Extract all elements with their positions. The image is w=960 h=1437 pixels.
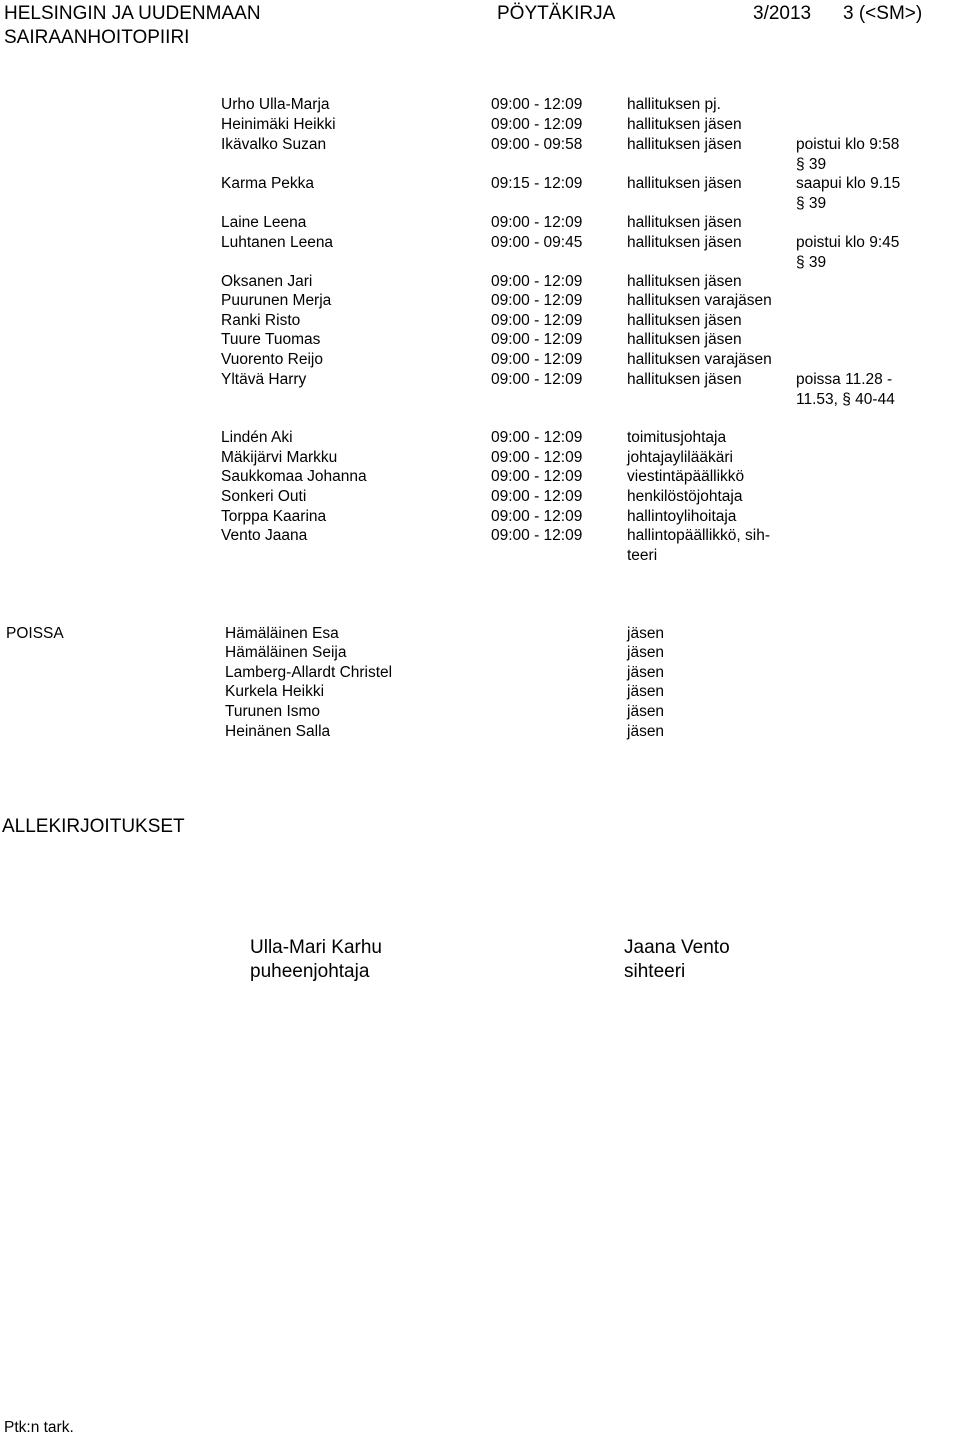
staff-role: hallintopäällikkö, sih- xyxy=(627,527,771,544)
attendee-time: 09:00 - 12:09 xyxy=(491,96,583,113)
staff-time: 09:00 - 12:09 xyxy=(491,508,583,525)
attendee-note: saapui klo 9.15 xyxy=(796,175,901,192)
staff-time: 09:00 - 12:09 xyxy=(491,468,583,485)
staff-time: 09:00 - 12:09 xyxy=(491,527,583,544)
attendee-name: Oksanen Jari xyxy=(221,273,313,290)
staff-row xyxy=(0,448,960,468)
absent-name: Heinänen Salla xyxy=(225,723,331,740)
absent-role: jäsen xyxy=(627,723,665,740)
org-line-1: HELSINGIN JA UUDENMAAN xyxy=(4,3,261,24)
staff-role-continued: teeri xyxy=(627,546,658,564)
absent-row xyxy=(0,722,960,742)
staff-time: 09:00 - 12:09 xyxy=(491,449,583,466)
secretary-name: Jaana Vento xyxy=(624,937,730,958)
chair-signature xyxy=(250,936,382,984)
attendee-time: 09:00 - 09:58 xyxy=(491,136,583,153)
absent-label: POISSA xyxy=(6,625,64,642)
minutes-checker-label: Ptk:n tark. xyxy=(4,1419,74,1436)
attendee-role: hallituksen varajäsen xyxy=(627,351,772,368)
staff-row xyxy=(0,526,960,566)
absent-name: Hämäläinen Seija xyxy=(225,644,347,661)
attendee-time: 09:00 - 12:09 xyxy=(491,331,583,348)
attendee-row xyxy=(0,350,960,370)
attendee-role: hallituksen jäsen xyxy=(627,234,742,251)
staff-role: hallintoylihoitaja xyxy=(627,508,737,525)
staff-row xyxy=(0,507,960,527)
attendee-note-section: § 39 xyxy=(796,155,827,173)
attendee-role: hallituksen jäsen xyxy=(627,273,742,290)
attendee-time: 09:00 - 12:09 xyxy=(491,371,583,388)
staff-time: 09:00 - 12:09 xyxy=(491,488,583,505)
absent-role: jäsen xyxy=(627,703,665,720)
secretary-signature xyxy=(624,936,730,984)
attendee-time: 09:15 - 12:09 xyxy=(491,175,583,192)
document-number: 3/2013 xyxy=(753,3,812,24)
absent-row xyxy=(0,624,960,644)
attendee-time: 09:00 - 12:09 xyxy=(491,312,583,329)
staff-role: henkilöstöjohtaja xyxy=(627,488,743,505)
attendee-note-section: 11.53, § 40-44 xyxy=(796,390,895,408)
org-line-2: SAIRAANHOITOPIIRI xyxy=(4,27,190,48)
attendee-name: Ranki Risto xyxy=(221,312,301,329)
attendee-name: Puurunen Merja xyxy=(221,292,332,309)
staff-name: Vento Jaana xyxy=(221,527,308,544)
attendee-note: poissa 11.28 - xyxy=(796,371,893,388)
attendee-row xyxy=(0,213,960,233)
absent-role: jäsen xyxy=(627,644,665,661)
attendee-role: hallituksen jäsen xyxy=(627,136,742,153)
attendee-name: Heinimäki Heikki xyxy=(221,116,336,133)
absent-name: Lamberg-Allardt Christel xyxy=(225,664,393,681)
attendee-role: hallituksen varajäsen xyxy=(627,292,772,309)
attendee-name: Urho Ulla-Marja xyxy=(221,96,330,113)
attendee-note: poistui klo 9:58 xyxy=(796,136,900,153)
attendee-time: 09:00 - 12:09 xyxy=(491,292,583,309)
absent-role: jäsen xyxy=(627,664,665,681)
attendee-name: Luhtanen Leena xyxy=(221,234,334,251)
attendee-name: Karma Pekka xyxy=(221,175,315,192)
attendee-role: hallituksen jäsen xyxy=(627,175,742,192)
attendee-row xyxy=(0,95,960,115)
chair-role: puheenjohtaja xyxy=(250,961,370,982)
attendee-name: Laine Leena xyxy=(221,214,307,231)
attendee-time: 09:00 - 12:09 xyxy=(491,273,583,290)
staff-name: Torppa Kaarina xyxy=(221,508,327,525)
attendee-role: hallituksen jäsen xyxy=(627,312,742,329)
staff-row xyxy=(0,467,960,487)
attendee-time: 09:00 - 12:09 xyxy=(491,351,583,368)
staff-name: Lindén Aki xyxy=(221,429,293,446)
staff-name: Sonkeri Outi xyxy=(221,488,307,505)
attendee-row xyxy=(0,135,960,175)
organization-name xyxy=(4,2,261,50)
attendee-time: 09:00 - 12:09 xyxy=(491,214,583,231)
staff-role: toimitusjohtaja xyxy=(627,429,727,446)
staff-time: 09:00 - 12:09 xyxy=(491,429,583,446)
attendee-row xyxy=(0,291,960,311)
attendee-row xyxy=(0,330,960,350)
attendee-time: 09:00 - 12:09 xyxy=(491,116,583,133)
absent-row xyxy=(0,682,960,702)
attendee-name: Tuure Tuomas xyxy=(221,331,321,348)
attendee-row xyxy=(0,233,960,273)
document-type: PÖYTÄKIRJA xyxy=(497,3,616,24)
attendee-role: hallituksen jäsen xyxy=(627,371,742,388)
staff-role: viestintäpäällikkö xyxy=(627,468,745,485)
attendee-name: Vuorento Reijo xyxy=(221,351,323,368)
chair-name: Ulla-Mari Karhu xyxy=(250,937,382,958)
attendee-note: poistui klo 9:45 xyxy=(796,234,900,251)
attendee-row xyxy=(0,174,960,214)
absent-row xyxy=(0,663,960,683)
absent-role: jäsen xyxy=(627,683,665,700)
page-indicator: 3 (<SM>) xyxy=(843,3,923,24)
attendee-time: 09:00 - 09:45 xyxy=(491,234,583,251)
attendee-name: Ikävalko Suzan xyxy=(221,136,327,153)
absent-row xyxy=(0,702,960,722)
signatures-title: ALLEKIRJOITUKSET xyxy=(2,816,185,837)
attendee-note-section: § 39 xyxy=(796,194,827,212)
attendee-row xyxy=(0,115,960,135)
staff-row xyxy=(0,428,960,448)
attendee-role: hallituksen jäsen xyxy=(627,214,742,231)
attendee-row xyxy=(0,272,960,292)
absent-name: Kurkela Heikki xyxy=(225,683,325,700)
absent-name: Hämäläinen Esa xyxy=(225,625,339,642)
staff-name: Mäkijärvi Markku xyxy=(221,449,338,466)
attendee-name: Yltävä Harry xyxy=(221,371,307,388)
attendee-role: hallituksen jäsen xyxy=(627,116,742,133)
absent-row xyxy=(0,643,960,663)
secretary-role: sihteeri xyxy=(624,961,686,982)
attendee-row xyxy=(0,311,960,331)
attendee-role: hallituksen jäsen xyxy=(627,331,742,348)
attendee-note-section: § 39 xyxy=(796,253,827,271)
staff-name: Saukkomaa Johanna xyxy=(221,468,367,485)
staff-row xyxy=(0,487,960,507)
attendee-row xyxy=(0,370,960,410)
staff-role: johtajaylilääkäri xyxy=(627,449,733,466)
absent-role: jäsen xyxy=(627,625,665,642)
absent-name: Turunen Ismo xyxy=(225,703,321,720)
attendee-role: hallituksen pj. xyxy=(627,96,721,113)
